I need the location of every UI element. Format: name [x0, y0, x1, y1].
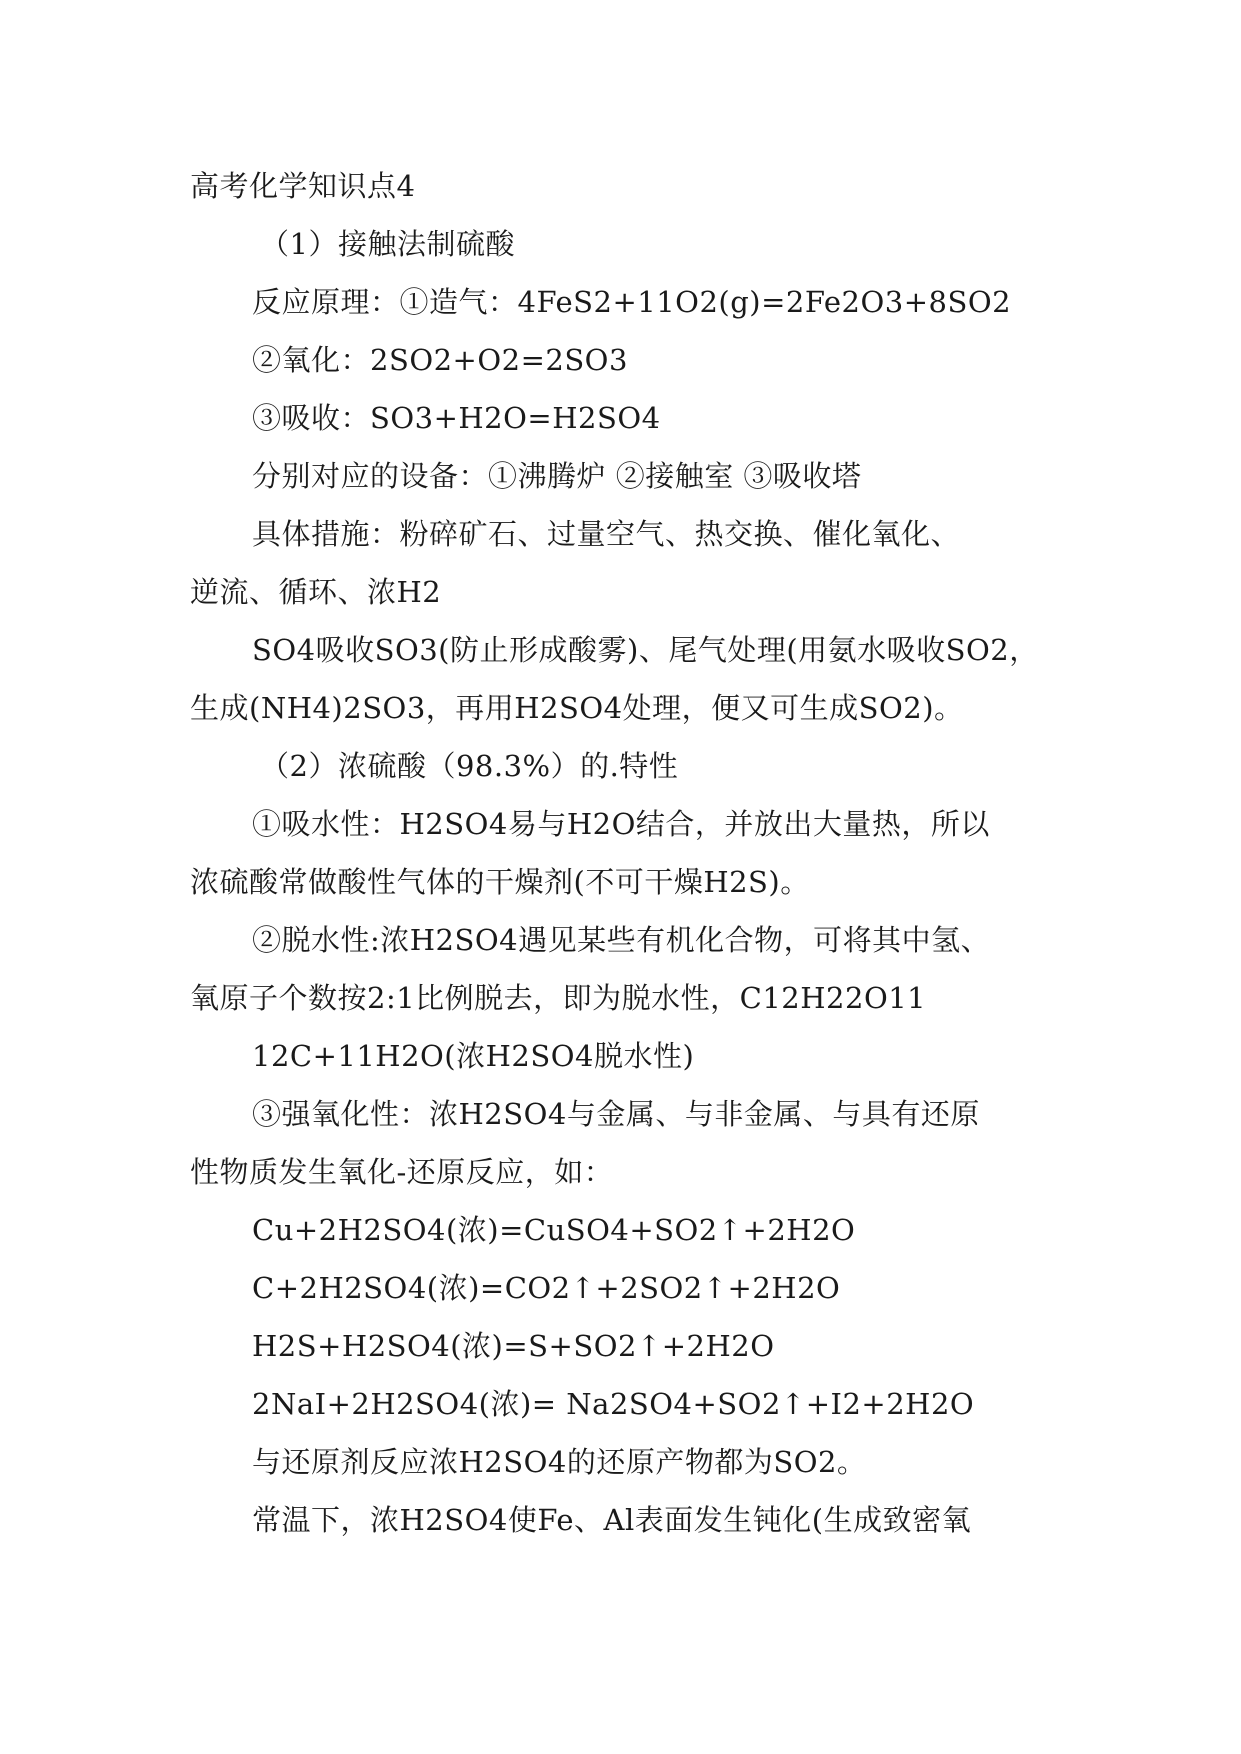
paragraph-line: ③吸收：SO3+H2O=H2SO4 [252, 401, 661, 435]
equation-line: Cu+2H2SO4(浓)=CuSO4+SO2↑+2H2O [252, 1213, 856, 1247]
paragraph-line: 浓硫酸常做酸性气体的干燥剂(不可干燥H2S)。 [190, 865, 810, 899]
equation-line: 2NaI+2H2SO4(浓)= Na2SO4+SO2↑+I2+2H2O [252, 1387, 975, 1421]
paragraph-line: 反应原理：①造气：4FeS2+11O2(g)=2Fe2O3+8SO2 [252, 285, 1012, 319]
paragraph-line: 氧原子个数按2:1比例脱去，即为脱水性，C12H22O11 [190, 981, 927, 1015]
paragraph-line: 12C+11H2O(浓H2SO4脱水性) [252, 1039, 695, 1073]
paragraph-line: 生成(NH4)2SO3，再用H2SO4处理，便又可生成SO2)。 [190, 691, 964, 725]
paragraph-line: 常温下，浓H2SO4使Fe、Al表面发生钝化(生成致密氧 [252, 1503, 972, 1537]
paragraph-line: SO4吸收SO3(防止形成酸雾)、尾气处理(用氨水吸收SO2， [252, 633, 1039, 667]
section-heading-1: （1）接触法制硫酸 [260, 227, 515, 261]
paragraph-line: ②脱水性:浓H2SO4遇见某些有机化合物，可将其中氢、 [252, 923, 991, 957]
paragraph-line: ②氧化：2SO2+O2=2SO3 [252, 343, 628, 377]
document-title: 高考化学知识点4 [190, 169, 416, 203]
paragraph-line: 具体措施：粉碎矿石、过量空气、热交换、催化氧化、 [252, 517, 961, 551]
paragraph-line: 分别对应的设备：①沸腾炉 ②接触室 ③吸收塔 [252, 459, 862, 493]
equation-line: H2S+H2SO4(浓)=S+SO2↑+2H2O [252, 1329, 775, 1363]
equation-line: C+2H2SO4(浓)=CO2↑+2SO2↑+2H2O [252, 1271, 841, 1305]
paragraph-line: ③强氧化性：浓H2SO4与金属、与非金属、与具有还原 [252, 1097, 980, 1131]
paragraph-line: 性物质发生氧化-还原反应，如： [190, 1155, 614, 1189]
paragraph-line: 与还原剂反应浓H2SO4的还原产物都为SO2。 [252, 1445, 867, 1479]
section-heading-2: （2）浓硫酸（98.3%）的.特性 [260, 749, 679, 783]
paragraph-line: ①吸水性：H2SO4易与H2O结合，并放出大量热，所以 [252, 807, 990, 841]
paragraph-line: 逆流、循环、浓H2 [190, 575, 442, 609]
